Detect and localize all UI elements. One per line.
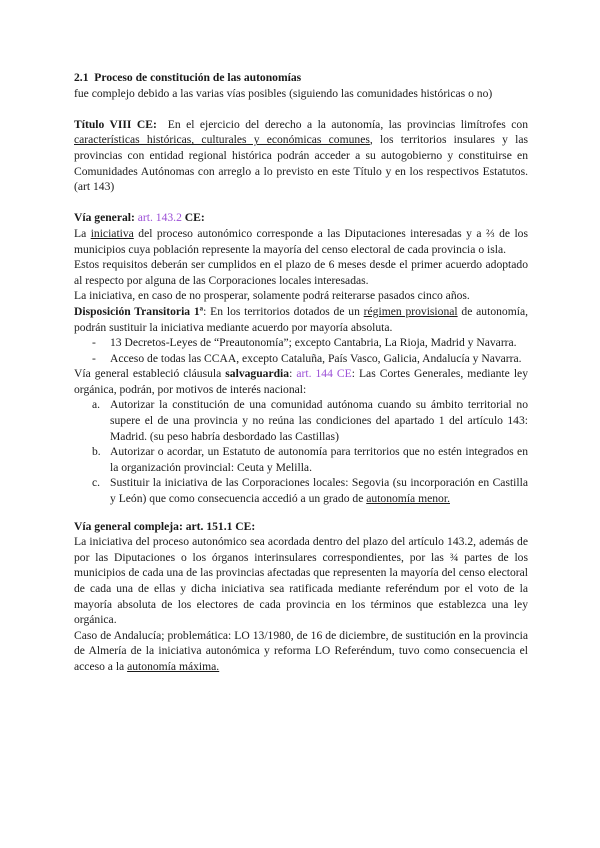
titulo-viii-paragraph: Título VIII CE: En el ejercicio del derecho a la autonomía, las provincias limítrofes con características históricas, culturales y económicas comunes, los territorios insulares y las provincias con entidad regional histórica podrán acceder a su autogobierno y constituirse en Comunidades Autónomas con arreglo a lo previsto en este Título y en los respectivos Estatutos. (art 143) — [74, 117, 529, 194]
alpha-list — [74, 397, 528, 506]
list-item: a. Autorizar la constitución de una comunidad autónoma cuando su ámbito territorial no supere el de una provincia y no reúna las condiciones del apartado 1 del artículo 143: Madrid. (su peso habría desbordado las Castillas) — [92, 398, 528, 443]
document-page — [74, 70, 528, 675]
via-compleja-p1: La iniciativa del proceso autonómico sea acordada dentro del plazo del artículo 143.2, además de por las Diputaciones o los órganos interinsulares correspondientes, por las ¾ partes de los municipios de cada una de las provincias afectadas que representen la mayoría del censo electoral de cada una de ellas y dicha iniciativa sea ratificada mediante referéndum por el voto de la mayoría absoluta de los electores de cada provincia en los términos que establezca una ley orgánica. — [74, 535, 528, 627]
section-heading — [74, 70, 528, 86]
list-item: c. Sustituir la iniciativa de las Corporaciones locales: Segovia (su incorporación en Castilla y León) que como consecuencia accedió a un grado de autonomía menor. — [92, 476, 528, 506]
via-general-heading: Vía general: art. 143.2 CE: — [74, 211, 205, 225]
via-general-p2: Estos requisitos deberán ser cumplidos en el plazo de 6 meses desde el primer acuerdo adoptado al respecto por alguna de las Corporaciones locales interesadas. — [74, 258, 528, 287]
list-item: - Acceso de todas las CCAA, excepto Cataluña, País Vasco, Galicia, Andalucía y Navarra. — [92, 351, 528, 367]
via-general-p3: La iniciativa, en caso de no prosperar, solamente podrá reiterarse pasados cinco años. — [74, 289, 470, 303]
salvaguardia-paragraph: Vía general estableció cláusula salvaguardia: art. 144 CE: Las Cortes Generales, mediante ley orgánica, podrán, por motivos de interés nacional: — [74, 367, 528, 396]
list-item: - 13 Decretos-Leyes de “Preautonomía”; excepto Cantabria, La Rioja, Madrid y Navarra. — [92, 335, 528, 351]
via-compleja-heading: Vía general compleja: art. 151.1 CE: — [74, 519, 256, 533]
dash-list — [74, 335, 528, 366]
section-intro: fue complejo debido a las varias vías posibles (siguiendo las comunidades históricas o no) — [74, 86, 493, 100]
art-144-link[interactable]: art. 144 CE — [296, 367, 352, 381]
disposicion-transitoria: Disposición Transitoria 1ª: En los territorios dotados de un régimen provisional de autonomía, podrán sustituir la iniciativa mediante acuerdo por mayoría absoluta. — [74, 304, 528, 334]
section-title: Proceso de constitución de las autonomías — [94, 71, 302, 84]
titulo-viii-label: Título VIII CE: — [74, 117, 157, 131]
section-number: 2.1 — [74, 71, 89, 84]
art-143-2-link[interactable]: art. 143.2 — [137, 211, 182, 225]
via-compleja-p2: Caso de Andalucía; problemática: LO 13/1980, de 16 de diciembre, de sustitución en la provincia de Almería de la iniciativa autonómica y reforma LO Referéndum, tuvo como consecuencia el acceso a la autonomía máxima. — [74, 628, 528, 673]
underlined-phrase: características históricas, culturales y económicas comunes — [74, 133, 370, 147]
via-general-p1: La iniciativa del proceso autonómico corresponde a las Diputaciones interesadas y a ⅔ de los municipios cuya población represente la mayoría del censo electoral de cada provincia o isla. — [74, 226, 528, 256]
list-item: b. Autorizar o acordar, un Estatuto de autonomía para territorios que no estén integrados en la organización provincial: Ceuta y Melilla. — [92, 445, 528, 474]
